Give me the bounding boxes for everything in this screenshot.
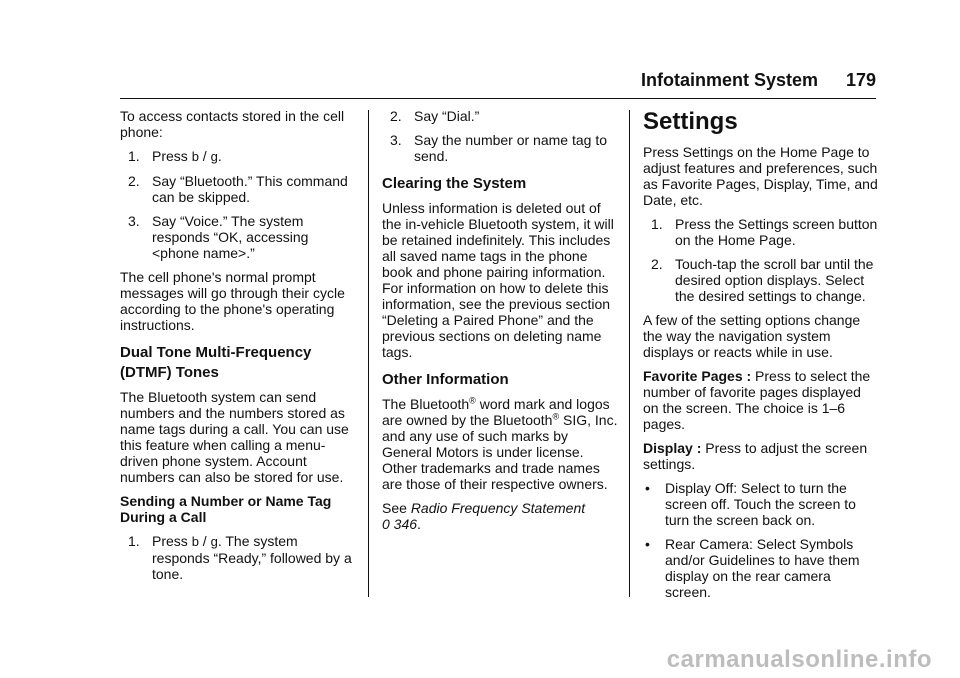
see-reference: See Radio Frequency Statement 0 346. [382,500,586,532]
display-label: Display : [643,440,706,456]
voice-icon: g [210,149,218,164]
list-number: 3. [390,132,402,148]
reference-page[interactable]: 346 [389,516,418,532]
bullet-text: Display Off: Select to turn the screen off. Touch the screen to turn the screen back on. [665,480,856,528]
clearing-paragraph: Unless information is deleted out of the in-vehicle Bluetooth system, it will be retained indefinitely. This includes all saved name tags in the phone book and phone pairing information. For information on how to delete this information, see the previous section “Deleting a Paired Phone” and the previous sections on deleting name tags. [382,200,614,360]
list-text: Press the Settings screen button on the Home Page. [675,216,878,248]
column-divider-2 [629,110,630,597]
bullet-item [643,536,879,600]
list-item: 1. Press b / g. [128,148,222,164]
bullet-mark: • [645,536,650,552]
list-item [643,216,879,248]
trademark-paragraph: The Bluetooth® word mark and logos are owned by the Bluetooth® SIG, Inc. and any use of such marks by General Motors is under license. Other trademarks and trade names are those of their respective owners. [382,395,618,492]
send-number-subheading: Sending a Number or Name Tag During a Call [120,493,332,525]
prompt-paragraph: The cell phone's normal prompt messages will go through their cycle according to the phone's operating instructions. [120,269,345,333]
list-number: 1. [651,216,663,232]
list-number: 2. [390,108,402,124]
list-item: 1. Press b / g. The system responds “Ready,” followed by a tone. [128,533,352,582]
settings-paragraph: Press Settings on the Home Page to adjust features and preferences, such as Favorite Pages, Display, Time, and Date, etc. [643,144,878,208]
list-text: Say the number or name tag to send. [414,132,607,164]
watermark: carmanualsonline.info [666,646,932,673]
page-ref-arrow-icon: 0 [382,516,390,532]
list-number: 2. [651,256,663,272]
list-item [120,213,356,261]
voice-icon: g [210,534,218,549]
bullet-mark: • [645,480,650,496]
list-item [643,256,879,304]
reference-link[interactable]: Radio Frequency Statement [410,500,586,516]
list-number: 1. [128,533,140,549]
bullet-item [643,480,879,528]
other-info-heading: Other Information [382,371,509,388]
options-paragraph: A few of the setting options change the way the navigation system displays or reacts while in use. [643,312,861,360]
display-item: Display : Press to adjust the screen settings. [643,440,868,472]
registered-mark: ® [469,395,476,406]
list-text: Say “Dial.” [414,108,480,124]
page-header [120,66,876,99]
column-3 [643,108,879,608]
list-item [382,132,618,164]
list-number: 3. [128,213,140,229]
favorite-pages-item: Favorite Pages : Press to select the number of favorite pages displayed on the screen. The choice is 1–6 pages. [643,368,871,432]
list-number: 2. [128,173,140,189]
list-item [120,173,356,205]
phone-icon: b [191,149,199,164]
list-text: Touch-tap the scroll bar until the desired option displays. Select the desired settings to change. [675,256,874,304]
list-text: Say “Bluetooth.” This command can be skipped. [152,173,348,205]
favorite-pages-label: Favorite Pages : [643,368,756,384]
bullet-text: Rear Camera: Select Symbols and/or Guidelines to have them display on the rear camera screen. [665,536,860,600]
phone-icon: b [191,534,199,549]
clearing-heading: Clearing the System [382,175,527,192]
list-number: 1. [128,148,140,164]
dtmf-heading: Dual Tone Multi-Frequency (DTMF) Tones [120,344,312,381]
list-item [382,108,618,124]
column-2 [382,108,618,540]
intro-paragraph: To access contacts stored in the cell phone: [120,108,345,140]
section-title: Infotainment System [640,70,818,90]
list-text: Say “Voice.” The system responds “OK, accessing <phone name>.” [152,213,309,261]
settings-heading: Settings [643,108,738,135]
registered-mark: ® [552,411,560,422]
dtmf-paragraph: The Bluetooth system can send numbers and the numbers stored as name tags during a call. You can use this feature when calling a menu-driven phone system. Account numbers can also be stored for use. [120,389,349,485]
page-number: 179 [845,70,876,90]
column-1 [120,108,356,590]
column-divider-1 [368,110,369,597]
